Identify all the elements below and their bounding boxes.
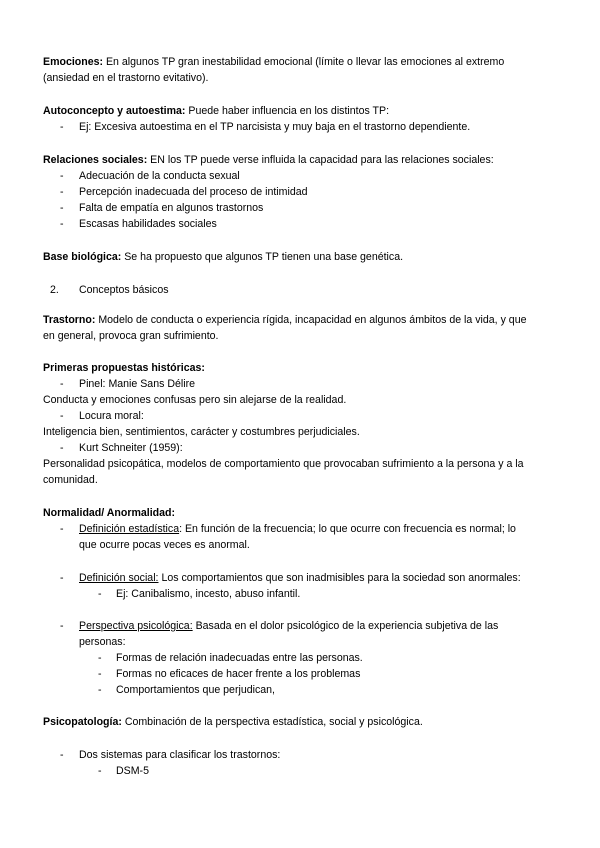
bullet-dash: - — [60, 218, 64, 230]
propuestas-description: Inteligencia bien, sentimientos, carácter y costumbres perjudiciales. — [43, 426, 360, 438]
list-item: Ej: Canibalismo, incesto, abuso infantil. — [116, 588, 301, 600]
bullet-dash: - — [98, 588, 102, 600]
autoconcepto-text: Puede haber influencia en los distintos TP: — [185, 105, 390, 117]
emociones-heading: Emociones: — [43, 56, 104, 68]
list-item: Kurt Schneiter (1959): — [79, 442, 183, 454]
autoconcepto-paragraph — [43, 105, 389, 118]
list-item: Falta de empatía en algunos trastornos — [79, 202, 264, 214]
section-number: 2. — [50, 284, 59, 296]
bullet-dash: - — [98, 684, 102, 696]
list-item: DSM-5 — [116, 765, 149, 777]
propuestas-description: Conducta y emociones confusas pero sin alejarse de la realidad. — [43, 394, 347, 406]
psicopatologia-heading: Psicopatología: — [43, 716, 122, 728]
propuestas-heading-text: Primeras propuestas históricas: — [43, 362, 205, 374]
normalidad-heading-text: Normalidad/ Anormalidad: — [43, 507, 176, 519]
relaciones-paragraph — [43, 154, 494, 167]
relaciones-heading: Relaciones sociales: — [43, 154, 148, 166]
trastorno-paragraph-line-1 — [43, 314, 527, 327]
base-heading: Base biológica: — [43, 251, 122, 263]
section-title: Conceptos básicos — [79, 284, 169, 296]
definition-text: Los comportamientos que son inadmisibles para la sociedad son anormales: — [158, 572, 521, 584]
list-item: Comportamientos que perjudican, — [116, 684, 275, 696]
definition-label: Definición estadística — [79, 523, 180, 535]
list-item: Formas no eficaces de hacer frente a los problemas — [116, 668, 361, 680]
propuestas-description: comunidad. — [43, 474, 98, 486]
propuestas-heading — [43, 362, 205, 375]
bullet-dash: - — [60, 186, 64, 198]
psicopatologia-paragraph — [43, 716, 423, 729]
normalidad-heading — [43, 507, 175, 520]
definition-text-cont: que ocurre pocas veces es anormal. — [79, 539, 250, 551]
definition-social — [79, 572, 521, 585]
bullet-dash: - — [98, 765, 102, 777]
relaciones-text: EN los TP puede verse influida la capacidad para las relaciones sociales: — [147, 154, 494, 166]
list-item: Escasas habilidades sociales — [79, 218, 217, 230]
list-item: Locura moral: — [79, 410, 144, 422]
definition-label: Definición social: — [79, 572, 159, 584]
list-item: Formas de relación inadecuadas entre las personas. — [116, 652, 363, 664]
bullet-dash: - — [60, 572, 64, 584]
bullet-dash: - — [60, 121, 64, 133]
definition-psicologica — [79, 620, 498, 633]
propuestas-description: Personalidad psicopática, modelos de comportamiento que provocaban sufrimiento a la persona y a la — [43, 458, 524, 470]
emociones-text: En algunos TP gran inestabilidad emocional (límite o llevar las emociones al extremo — [103, 56, 505, 68]
bullet-dash: - — [98, 652, 102, 664]
definition-text-cont: personas: — [79, 636, 126, 648]
bullet-dash: - — [60, 442, 64, 454]
trastorno-text: Modelo de conducta o experiencia rígida, incapacidad en algunos ámbitos de la vida, y que — [95, 314, 527, 326]
bullet-dash: - — [60, 170, 64, 182]
emociones-paragraph-line-1 — [43, 56, 504, 69]
list-item: Dos sistemas para clasificar los trastornos: — [79, 749, 281, 761]
bullet-dash: - — [60, 378, 64, 390]
definition-text: Basada en el dolor psicológico de la experiencia subjetiva de las — [192, 620, 499, 632]
list-item: Percepción inadecuada del proceso de intimidad — [79, 186, 308, 198]
list-item: Pinel: Manie Sans Délire — [79, 378, 195, 390]
bullet-dash: - — [60, 410, 64, 422]
bullet-dash: - — [60, 523, 64, 535]
list-item: Adecuación de la conducta sexual — [79, 170, 240, 182]
psicopatologia-text: Combinación de la perspectiva estadística, social y psicológica. — [121, 716, 423, 728]
bullet-dash: - — [98, 668, 102, 680]
definition-estadistica — [79, 523, 516, 536]
definition-label: Perspectiva psicológica: — [79, 620, 193, 632]
bullet-dash: - — [60, 620, 64, 632]
definition-text: : En función de la frecuencia; lo que ocurre con frecuencia es normal; lo — [179, 523, 516, 535]
bullet-dash: - — [60, 202, 64, 214]
bullet-dash: - — [60, 749, 64, 761]
trastorno-heading: Trastorno: — [43, 314, 96, 326]
emociones-paragraph-line-2: (ansiedad en el trastorno evitativo). — [43, 72, 209, 84]
trastorno-paragraph-line-2: en general, provoca gran sufrimiento. — [43, 330, 219, 342]
base-text: Se ha propuesto que algunos TP tienen una base genética. — [121, 251, 404, 263]
base-paragraph — [43, 251, 403, 264]
autoconcepto-item: Ej: Excesiva autoestima en el TP narcisista y muy baja en el trastorno dependiente. — [79, 121, 471, 133]
autoconcepto-heading: Autoconcepto y autoestima: — [43, 105, 186, 117]
